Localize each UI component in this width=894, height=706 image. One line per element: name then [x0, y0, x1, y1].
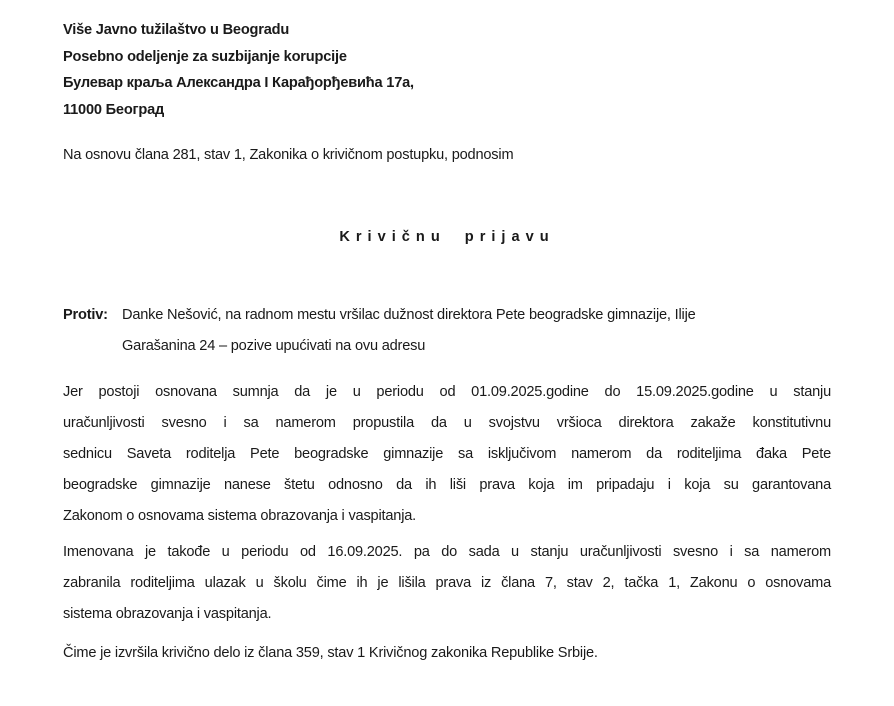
paragraph-line: sednicu Saveta roditelja Pete beogradske gimnazije sa isključivom namerom da roditeljima đaka Pete [63, 446, 831, 462]
paragraph-line: Jer postoji osnovana sumnja da je u periodu od 01.09.2025.godine do 15.09.2025.godine u stanju [63, 384, 831, 400]
paragraph-line: Zakonom o osnovama sistema obrazovanja i vaspitanja. [63, 508, 417, 524]
title-row [63, 224, 831, 251]
paragraph-line: Imenovana je takođe u periodu od 16.09.2025. pa do sada u stanju uračunljivosti svesno i sa namerom [63, 544, 831, 560]
against-text [122, 300, 831, 362]
paragraph-line: zabranila roditeljima ulazak u školu čime ih je lišila prava iz člana 7, stav 2, tačka 1, Zakonu o osnovama [63, 575, 831, 591]
body-paragraph-1 [63, 377, 831, 532]
closing-sentence [63, 638, 831, 669]
against-line: Danke Nešović, na radnom mestu vršilac dužnost direktora Pete beogradske gimnazije, Ilije [122, 307, 696, 323]
paragraph-line: sistema obrazovanja i vaspitanja. [63, 606, 272, 622]
body-paragraph-2 [63, 537, 831, 630]
against-label: Protiv: [63, 307, 108, 323]
recipient-line-institution: Više Javno tužilaštvo u Beogradu [63, 22, 290, 38]
document-title: Krivičnu prijavu [339, 229, 555, 245]
recipient-line-city: 11000 Београд [63, 101, 165, 118]
paragraph-line: Čime je izvršila krivično delo iz člana 359, stav 1 Krivičnog zakonika Republike Srbije. [63, 645, 598, 661]
paragraph-line: beogradske gimnazije nanese štetu odnosno da ih liši prava koja im pripadaju i koja su garantovana [63, 477, 831, 493]
recipient-block [63, 17, 831, 123]
recipient-line-street: Булевар краља Александра I Карађорђевића 17а, [63, 75, 414, 91]
against-section [63, 300, 831, 362]
intro-sentence: Na osnovu člana 281, stav 1, Zakonika o krivičnom postupku, podnosim [63, 147, 514, 163]
paragraph-line: uračunljivosti svesno i sa namerom propustila da u svojstvu vršioca direktora zakaže konstitutivnu [63, 415, 831, 431]
against-line: Garašanina 24 – pozive upućivati na ovu adresu [122, 338, 426, 354]
recipient-line-department: Posebno odeljenje za suzbijanje korupcije [63, 48, 347, 65]
